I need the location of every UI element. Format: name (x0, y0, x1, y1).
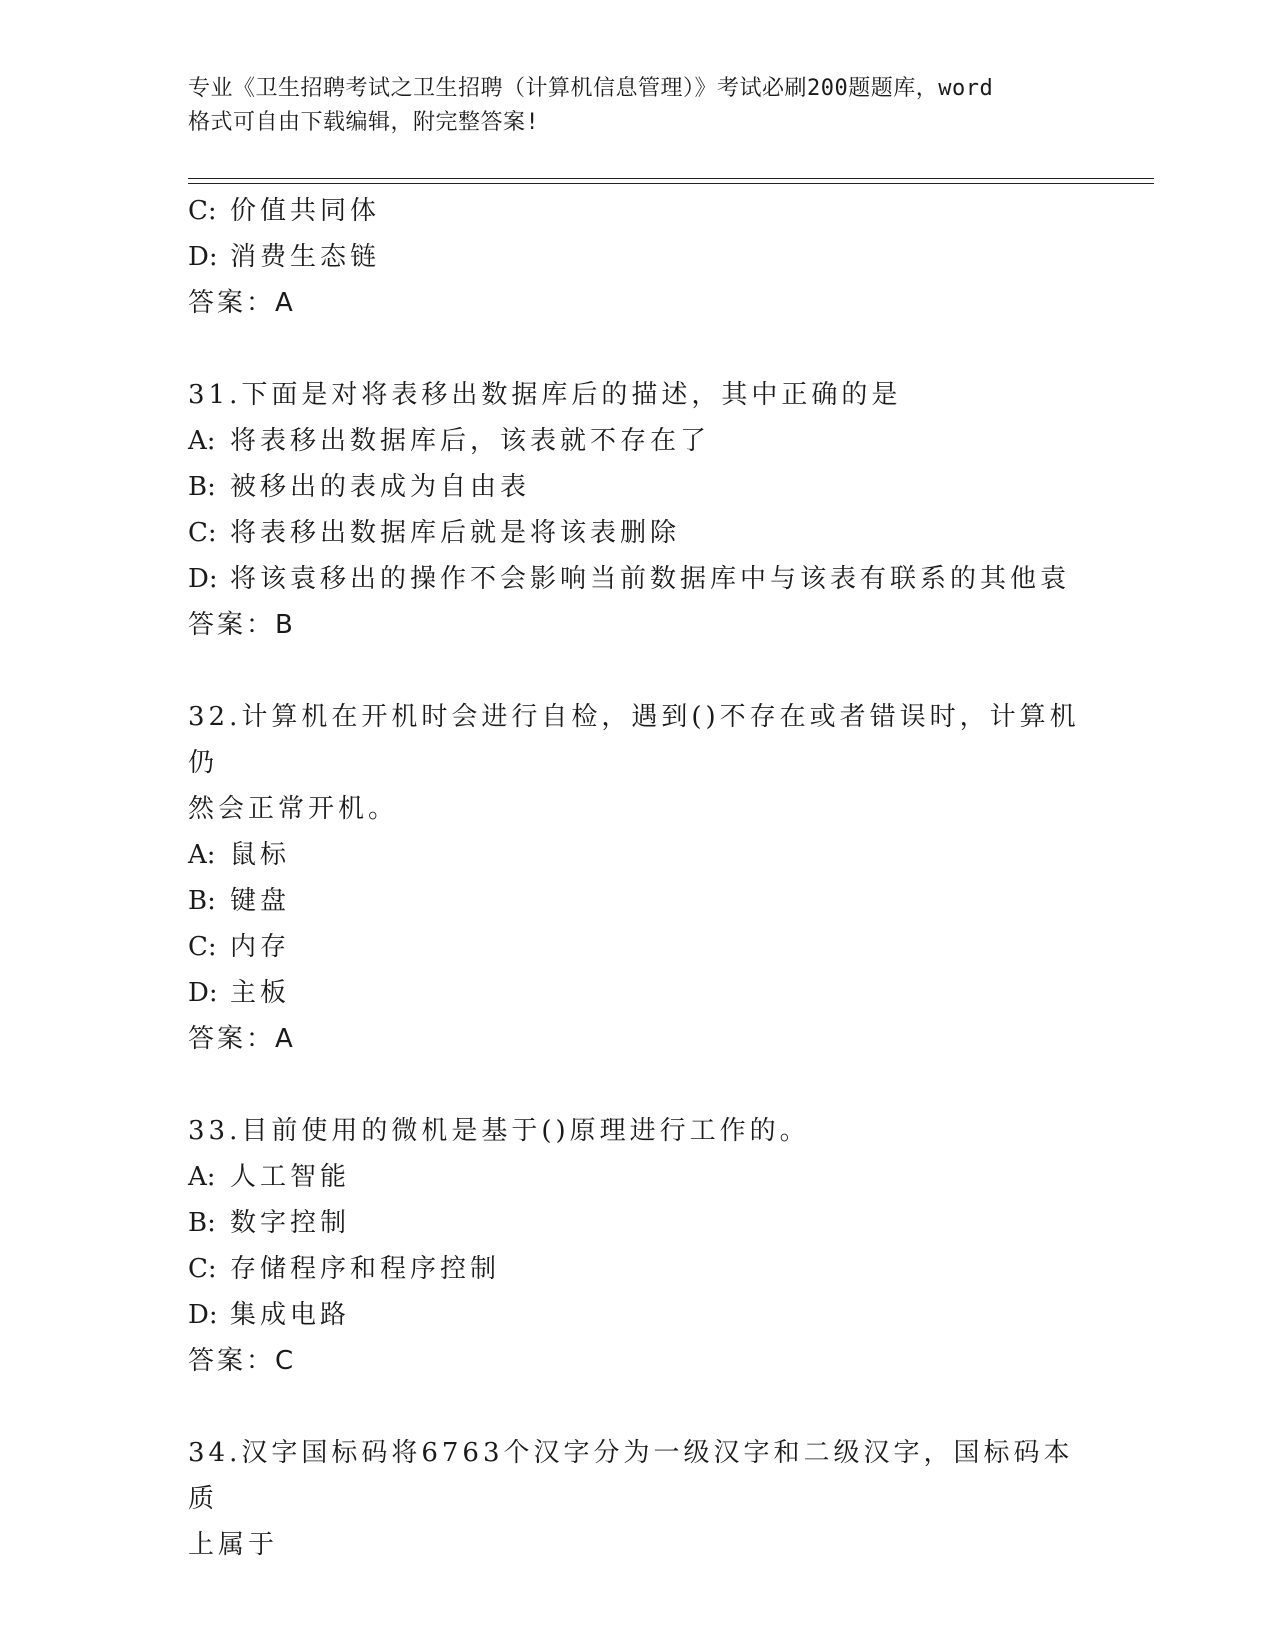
option-text: 消费生态链 (230, 242, 381, 272)
option-letter: B: (188, 472, 216, 502)
option-text: 数字控制 (230, 1208, 351, 1238)
option-c (188, 1246, 1088, 1292)
question-text-line-1: 32.计算机在开机时会进行自检，遇到()不存在或者错误时，计算机仍 (188, 702, 1080, 778)
spacer (188, 1062, 1088, 1108)
option-text: 内存 (230, 932, 291, 962)
option-text: 键盘 (230, 886, 291, 916)
option-letter: B: (188, 1208, 216, 1238)
spacer (188, 648, 1088, 694)
option-letter: D: (188, 242, 218, 272)
question-30 (188, 188, 1088, 326)
header-divider-top (188, 178, 1154, 179)
option-letter: C: (188, 932, 217, 962)
answer-line: 答案：B (188, 610, 296, 640)
option-d (188, 970, 1088, 1016)
option-b (188, 878, 1088, 924)
option-letter: D: (188, 564, 218, 594)
option-letter: C: (188, 518, 217, 548)
option-c (188, 510, 1088, 556)
header-divider-bottom (188, 183, 1154, 184)
answer-line: 答案：A (188, 1024, 296, 1054)
document-header (188, 72, 1088, 140)
spacer (188, 326, 1088, 372)
option-c (188, 924, 1088, 970)
question-text-line-1: 34.汉字国标码将6763个汉字分为一级汉字和二级汉字，国标码本质 (188, 1438, 1074, 1514)
option-b (188, 464, 1088, 510)
option-d (188, 556, 1088, 602)
option-letter: D: (188, 978, 218, 1008)
option-a (188, 832, 1088, 878)
option-text: 被移出的表成为自由表 (230, 472, 531, 502)
option-letter: C: (188, 1254, 217, 1284)
option-text: 人工智能 (230, 1162, 351, 1192)
option-text: 集成电路 (230, 1300, 351, 1330)
header-line-2: 格式可自由下载编辑，附完整答案! (188, 110, 540, 135)
question-text: 31.下面是对将表移出数据库后的描述，其中正确的是 (188, 380, 902, 410)
option-d (188, 1292, 1088, 1338)
option-letter: D: (188, 1300, 218, 1330)
question-33 (188, 1108, 1088, 1384)
option-letter: B: (188, 886, 216, 916)
question-text-line-2: 上属于 (188, 1530, 279, 1560)
option-text: 将表移出数据库后，该表就不存在了 (230, 426, 711, 456)
question-34 (188, 1430, 1088, 1568)
question-list (188, 188, 1088, 1568)
option-text: 将该袁移出的操作不会影响当前数据库中与该表有联系的其他袁 (230, 564, 1071, 594)
option-letter: C: (188, 196, 217, 226)
question-31 (188, 372, 1088, 648)
option-text: 存储程序和程序控制 (230, 1254, 501, 1284)
question-text-line-2: 然会正常开机。 (188, 794, 399, 824)
option-text: 主板 (230, 978, 291, 1008)
option-a (188, 418, 1088, 464)
spacer (188, 1384, 1088, 1430)
option-letter: A: (188, 1162, 216, 1192)
option-a (188, 1154, 1088, 1200)
option-d (188, 234, 1088, 280)
option-letter: A: (188, 840, 216, 870)
question-text: 33.目前使用的微机是基于()原理进行工作的。 (188, 1116, 810, 1146)
option-c (188, 188, 1088, 234)
option-text: 鼠标 (230, 840, 291, 870)
option-text: 将表移出数据库后就是将该表删除 (230, 518, 681, 548)
option-text: 价值共同体 (230, 196, 381, 226)
answer-line: 答案：A (188, 288, 296, 318)
question-32 (188, 694, 1088, 1062)
option-b (188, 1200, 1088, 1246)
answer-line: 答案：C (188, 1346, 297, 1376)
header-line-1: 专业《卫生招聘考试之卫生招聘（计算机信息管理）》考试必刷200题题库，word (188, 76, 994, 101)
option-letter: A: (188, 426, 216, 456)
